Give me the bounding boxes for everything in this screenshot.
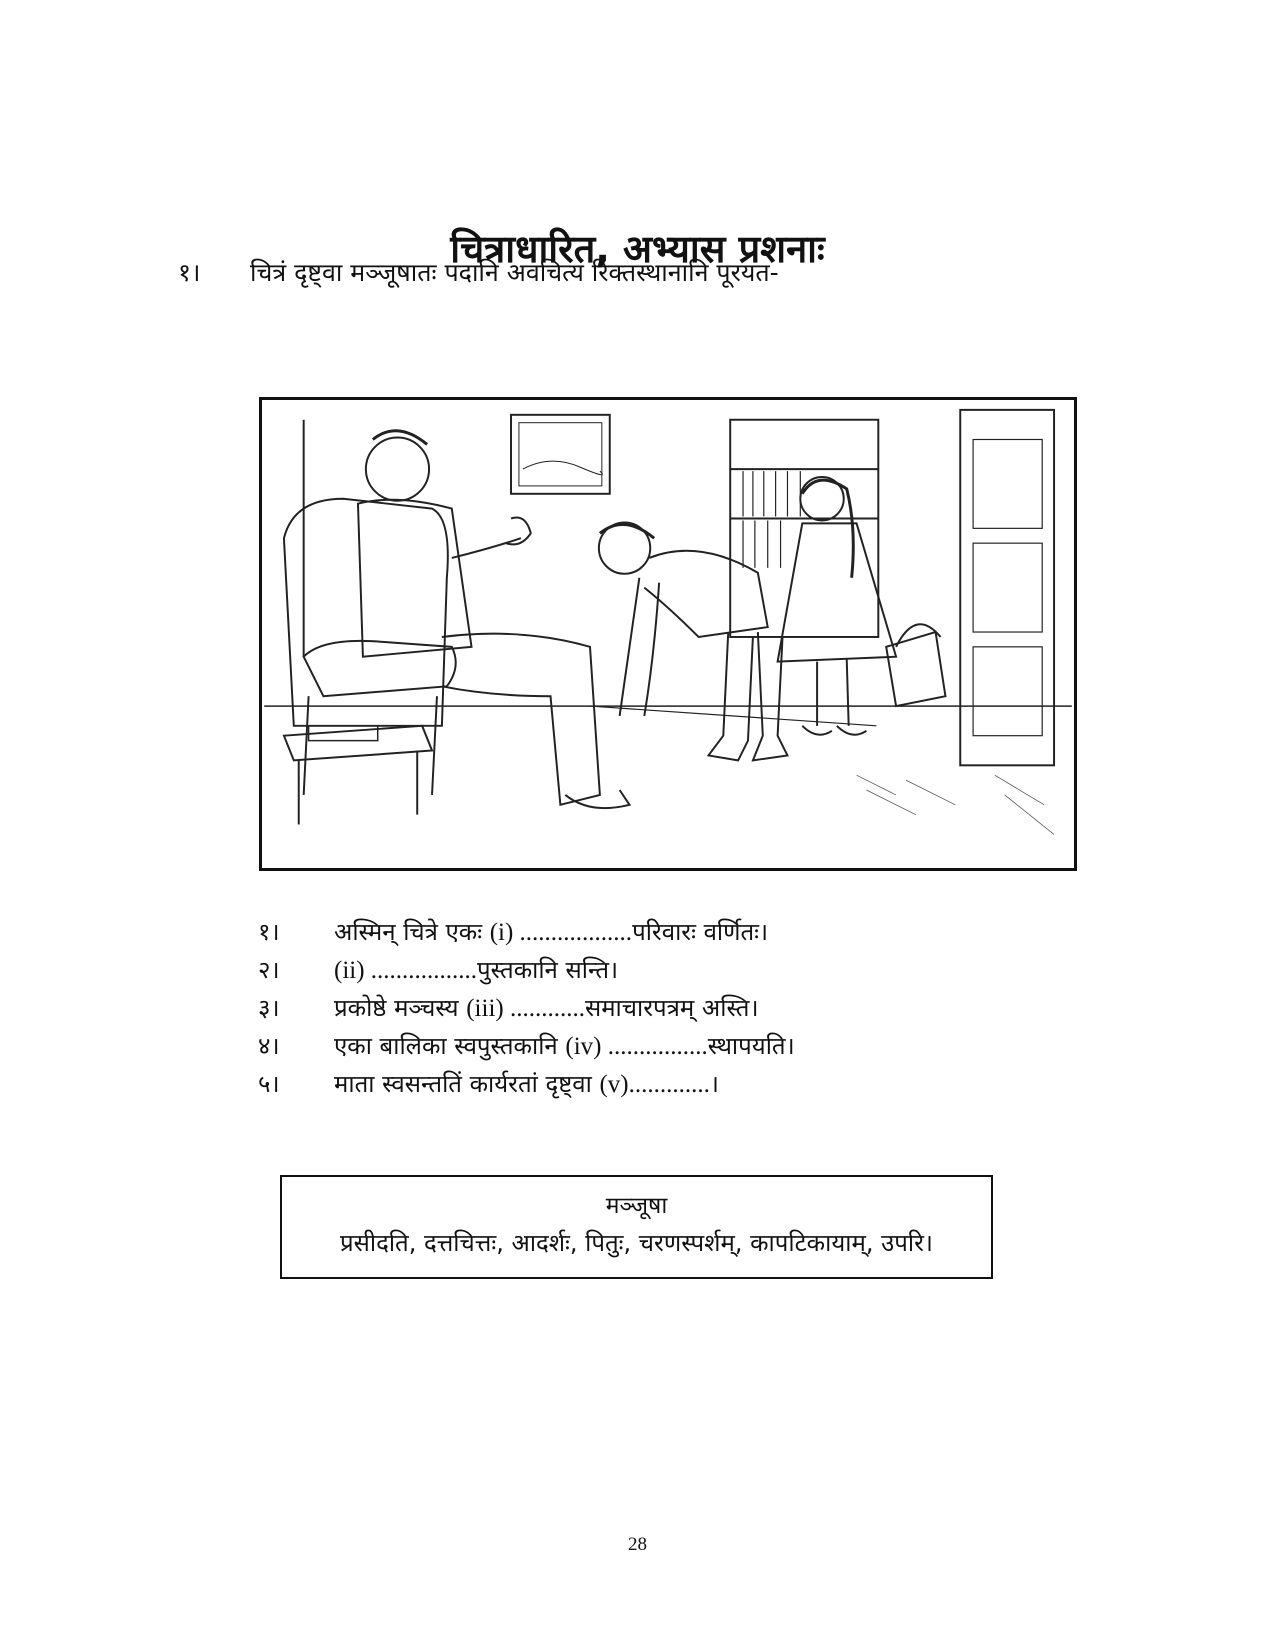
item-number: ३। <box>258 994 280 1022</box>
word-box-words: प्रसीदति, दत्तचित्तः, आदर्शः, पितुः, चरणस्पर्शम्, कापटिकायाम्, उपरि। <box>339 1229 933 1257</box>
illustration <box>259 397 1077 871</box>
question-number: १। <box>178 258 201 287</box>
item-text: प्रकोष्ठे मञ्चस्य (iii) ............समाचारपत्रम् अस्ति। <box>334 994 759 1022</box>
item-number: ५। <box>258 1070 280 1098</box>
word-box <box>280 1175 993 1279</box>
item-number: २। <box>258 956 280 984</box>
item-number: ४। <box>258 1032 280 1060</box>
item-text: माता स्वसन्ततिं कार्यरतां दृष्ट्वा (v).............। <box>334 1070 719 1098</box>
page-title: चित्राधारित, अभ्यास प्रशनाः <box>450 227 825 271</box>
question-text: चित्रं दृष्ट्वा मञ्जूषातः पदानि अवचित्य रिक्तस्थानानि पूरयत- <box>250 258 779 287</box>
item-text: एका बालिका स्वपुस्तकानि (iv) ................स्थापयति। <box>334 1032 795 1060</box>
item-number: १। <box>258 918 280 946</box>
word-box-title: मञ्जूषा <box>605 1193 668 1219</box>
illustration-drawing <box>262 400 1074 868</box>
item-text: अस्मिन् चित्रे एकः (i) ..................परिवारः वर्णितः। <box>334 918 769 946</box>
page-number: 28 <box>628 1534 647 1555</box>
item-text: (ii) .................पुस्तकानि सन्ति। <box>334 956 619 984</box>
